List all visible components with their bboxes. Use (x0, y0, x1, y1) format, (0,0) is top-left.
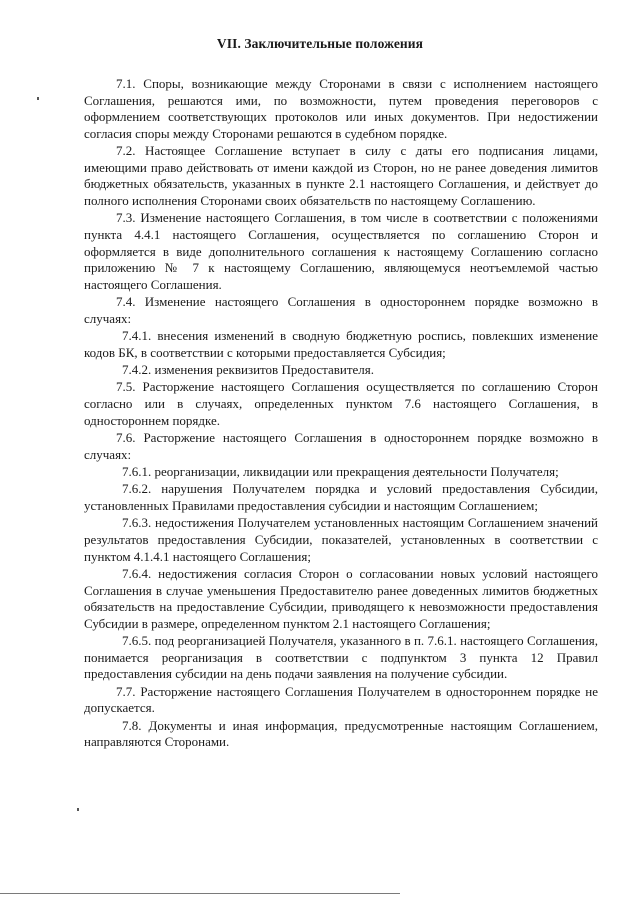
paragraph: 7.6.2. нарушения Получателем порядка и условий предоставления Субсидии, установленных Правилами предоставления субсидии и настоящим Соглашением; (84, 481, 598, 514)
paragraph: 7.3. Изменение настоящего Соглашения, в том числе в соответствии с положениями пункта 4.4.1 настоящего Соглашения, осуществляется по соглашению Сторон и оформляется в виде дополнительного соглашения к настоящему Соглашению согласно приложению № 7 к настоящему Соглашению, являющемуся неотъемлемой частью настоящего Соглашения. (84, 210, 598, 292)
scan-artifact-line (0, 893, 400, 894)
paragraph: 7.6.3. недостижения Получателем установленных настоящим Соглашением значений результатов предоставления Субсидии, показателей, установленных в соответствии с пунктом 4.1.4.1 настоящего Соглашения; (84, 515, 598, 564)
scan-speck (37, 97, 39, 100)
scan-speck (77, 808, 79, 811)
section-title: VII. Заключительные положения (216, 36, 424, 51)
paragraph: 7.2. Настоящее Соглашение вступает в силу с даты его подписания лицами, имеющими право действовать от имени каждой из Сторон, но не ранее доведения лимитов бюджетных обязательств, указанных в пункте 2.1 настоящего Соглашения, и действует до полного исполнения Сторонами своих обязательств по настоящему Соглашению. (84, 143, 598, 208)
paragraph: 7.6.4. недостижения согласия Сторон о согласовании новых условий настоящего Соглашения в случае уменьшения Предоставителю ранее доведенных лимитов бюджетных обязательств на предоставление Субсидии, приводящего к невозможности предоставления Субсидии в размере, определенном пунктом 2.1 настоящего Соглашения; (84, 565, 598, 631)
paragraph: 7.6.5. под реорганизацией Получателя, указанного в п. 7.6.1. настоящего Соглашения, понимается реорганизация в соответствии с подпунктом 3 пункта 12 Правил предоставления субсидии на день подачи заявления на получение субсидии. (84, 633, 598, 682)
paragraph: 7.4.1. внесения изменений в сводную бюджетную роспись, повлекших изменение кодов БК, в соответствии с которыми предоставляется Субсидия; (84, 328, 598, 360)
paragraph: 7.6. Расторжение настоящего Соглашения в одностороннем порядке возможно в случаях: (84, 430, 598, 462)
paragraph: 7.7. Расторжение настоящего Соглашения Получателем в одностороннем порядке не допускается. (84, 683, 598, 716)
paragraph: 7.4.2. изменения реквизитов Предоставителя. (122, 362, 375, 378)
paragraph: 7.5. Расторжение настоящего Соглашения осуществляется по соглашению Сторон согласно или в случаях, определенных пунктом 7.6 настоящего Соглашения, в одностороннем порядке. (84, 379, 598, 428)
paragraph: 7.4. Изменение настоящего Соглашения в одностороннем порядке возможно в случаях: (84, 294, 598, 326)
paragraph: 7.6.1. реорганизации, ликвидации или прекращения деятельности Получателя; (122, 464, 559, 480)
paragraph: 7.1. Споры, возникающие между Сторонами в связи с исполнением настоящего Соглашения, решаются ими, по возможности, путем проведения переговоров с оформлением соответствующих протоколов или иных документов. При недостижении согласия споры между Сторонами решаются в судебном порядке. (84, 76, 598, 141)
paragraph: 7.8. Документы и иная информация, предусмотренные настоящим Соглашением, направляются Сторонами. (84, 717, 598, 750)
section-body (84, 76, 598, 752)
